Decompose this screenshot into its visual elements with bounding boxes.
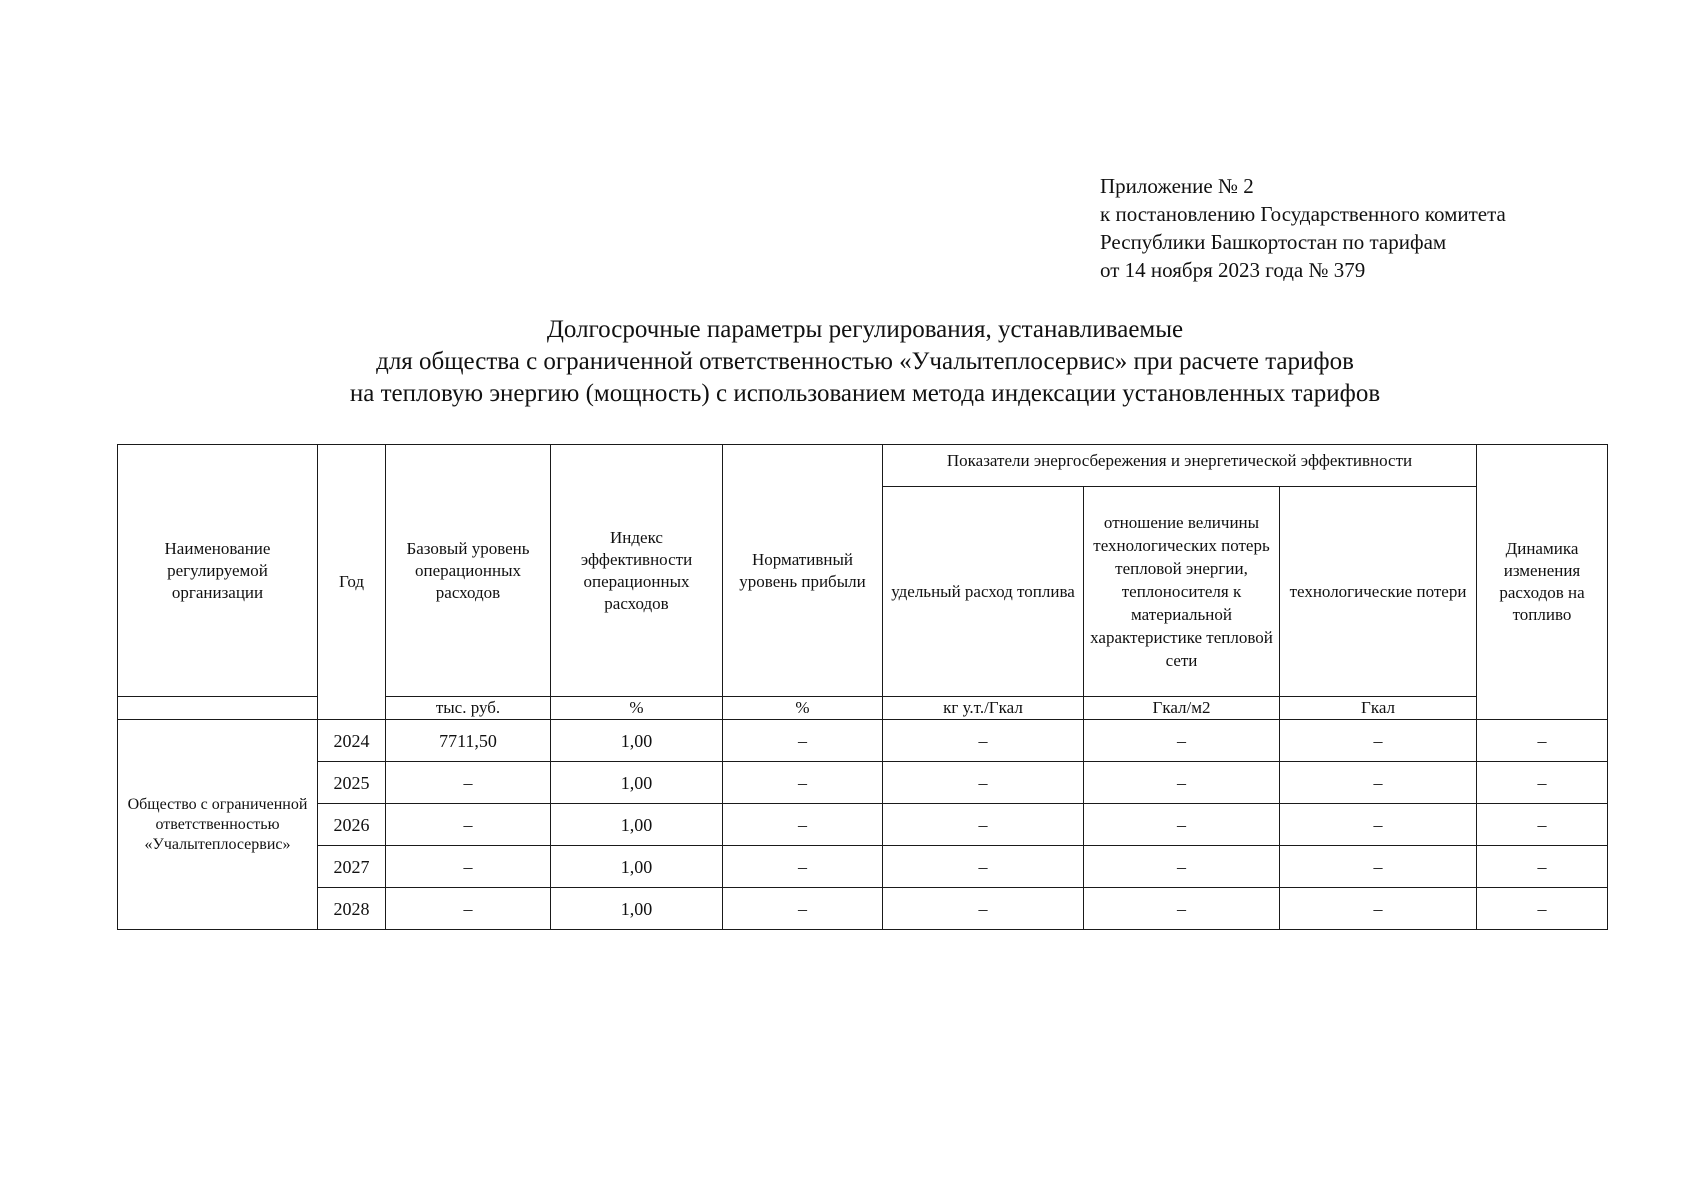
unit-fuel: кг у.т./Гкал [883, 697, 1084, 720]
title-line: Долгосрочные параметры регулирования, устанавливаемые [546, 316, 1184, 343]
cell-profit: – [723, 846, 883, 888]
header-profit: Нормативный уровень прибыли [723, 445, 883, 697]
cell-year: 2028 [318, 888, 386, 930]
table-row [118, 846, 1608, 888]
header-base: Базовый уровень операционных расходов [386, 445, 551, 697]
document-title [120, 314, 1610, 410]
header-org: Наименование регулируемой организации [118, 445, 318, 697]
cell-fuel: – [883, 888, 1084, 930]
cell-profit: – [723, 804, 883, 846]
cell-ratio: – [1084, 804, 1280, 846]
unit-profit: % [723, 697, 883, 720]
header-energy-group: Показатели энергосбережения и энергетической эффективности [883, 445, 1477, 487]
header-dynamics: Динамика изменения расходов на топливо [1477, 445, 1608, 720]
cell-profit: – [723, 762, 883, 804]
annex-line: Приложение № 2 [1100, 174, 1254, 198]
table-row [118, 804, 1608, 846]
cell-index: 1,00 [551, 804, 723, 846]
cell-base: 7711,50 [386, 720, 551, 762]
header-losses: технологические потери [1280, 487, 1477, 697]
cell-fuel: – [883, 762, 1084, 804]
header-year: Год [318, 445, 386, 720]
table-row [118, 762, 1608, 804]
table-row [118, 720, 1608, 762]
unit-losses: Гкал [1280, 697, 1477, 720]
table-row [118, 888, 1608, 930]
cell-losses: – [1280, 804, 1477, 846]
unit-index: % [551, 697, 723, 720]
annex-line: к постановлению Государственного комитета [1100, 202, 1506, 226]
cell-index: 1,00 [551, 720, 723, 762]
cell-base: – [386, 804, 551, 846]
cell-dynamics: – [1477, 888, 1608, 930]
cell-index: 1,00 [551, 762, 723, 804]
cell-ratio: – [1084, 888, 1280, 930]
cell-dynamics: – [1477, 720, 1608, 762]
cell-losses: – [1280, 720, 1477, 762]
title-line: на тепловую энергию (мощность) с использованием метода индексации установленных тарифов [349, 380, 1381, 407]
cell-ratio: – [1084, 762, 1280, 804]
cell-index: 1,00 [551, 846, 723, 888]
cell-base: – [386, 888, 551, 930]
cell-fuel: – [883, 846, 1084, 888]
parameters-table [117, 444, 1608, 930]
cell-profit: – [723, 888, 883, 930]
cell-base: – [386, 762, 551, 804]
cell-ratio: – [1084, 720, 1280, 762]
cell-fuel: – [883, 720, 1084, 762]
header-fuel: удельный расход топлива [883, 487, 1084, 697]
annex-line: Республики Башкортостан по тарифам [1100, 230, 1447, 254]
unit-ratio: Гкал/м2 [1084, 697, 1280, 720]
cell-dynamics: – [1477, 804, 1608, 846]
header-index: Индекс эффективности операционных расходов [551, 445, 723, 697]
annex-block [1100, 172, 1660, 284]
cell-fuel: – [883, 804, 1084, 846]
cell-index: 1,00 [551, 888, 723, 930]
cell-base: – [386, 846, 551, 888]
cell-dynamics: – [1477, 762, 1608, 804]
cell-year: 2027 [318, 846, 386, 888]
cell-year: 2024 [318, 720, 386, 762]
cell-year: 2025 [318, 762, 386, 804]
organization-name: Общество с ограниченной ответственностью «Учалытеплосервис» [118, 720, 318, 930]
cell-dynamics: – [1477, 846, 1608, 888]
cell-losses: – [1280, 888, 1477, 930]
annex-line: от 14 ноября 2023 года № 379 [1100, 258, 1366, 282]
units-org-empty [118, 697, 318, 720]
cell-losses: – [1280, 762, 1477, 804]
cell-ratio: – [1084, 846, 1280, 888]
header-ratio: отношение величины технологических потерь тепловой энергии, теплоносителя к материальной характеристике тепловой сети [1084, 487, 1280, 697]
unit-base: тыс. руб. [386, 697, 551, 720]
title-line: для общества с ограниченной ответственностью «Учалытеплосервис» при расчете тарифов [376, 348, 1354, 375]
cell-profit: – [723, 720, 883, 762]
cell-year: 2026 [318, 804, 386, 846]
cell-losses: – [1280, 846, 1477, 888]
